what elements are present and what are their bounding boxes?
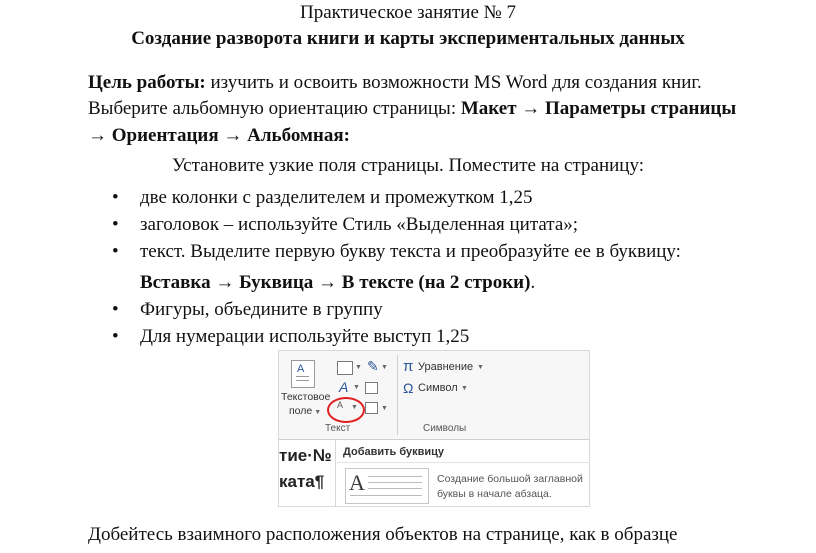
list-item-2: заголовок – используйте Стиль «Выделенная цитата»;: [140, 214, 579, 235]
equation-dropdown-icon[interactable]: ▼: [477, 364, 484, 371]
object-dropdown-icon[interactable]: ▼: [381, 405, 388, 412]
list-item-3-period: .: [530, 272, 536, 293]
equation-icon[interactable]: π: [403, 358, 414, 375]
ribbon-toolbar: [279, 351, 589, 440]
wordart-icon[interactable]: A: [339, 379, 349, 395]
list-item-5: Для нумерации используйте выступ 1,25: [140, 326, 470, 347]
symbol-dropdown-icon[interactable]: ▼: [461, 385, 468, 392]
page-title: Практическое занятие № 7: [299, 2, 517, 23]
text-box-label-1[interactable]: Текстовое: [281, 391, 331, 403]
quick-parts-dropdown-icon[interactable]: ▼: [355, 364, 362, 371]
document-snippet-line-1: тие·№: [279, 446, 332, 465]
bullet-1: •: [112, 187, 119, 208]
orientation-path-2: → Ориентация → Альбомная:: [88, 125, 350, 146]
text-box-icon[interactable]: A: [291, 360, 315, 388]
drop-cap-dropdown-icon[interactable]: ▼: [351, 404, 358, 411]
footer-instruction: Добейтесь взаимного расположения объектов на странице, как в образце: [88, 524, 678, 545]
group-label-symbols: Символы: [423, 423, 467, 434]
group-separator: [397, 355, 398, 435]
goal-label: Цель работы:: [88, 72, 206, 93]
drop-cap-icon[interactable]: A: [337, 400, 344, 410]
list-item-1: две колонки с разделителем и промежутком 1,25: [140, 187, 533, 208]
object-icon[interactable]: [365, 402, 378, 414]
dropcap-preview-icon: A: [345, 468, 429, 504]
orientation-text: Выберите альбомную ориентацию страницы:: [88, 98, 461, 119]
symbol-icon[interactable]: Ω: [403, 380, 414, 396]
ribbon-screenshot: [278, 350, 590, 507]
orientation-path-1: Макет → Параметры страницы: [460, 98, 737, 119]
page-subtitle: Создание разворота книги и карты экспериментальных данных: [131, 28, 685, 49]
list-item-4: Фигуры, объедините в группу: [140, 299, 383, 320]
document-snippet: [279, 440, 336, 506]
text-box-label-2[interactable]: поле ▼: [289, 405, 322, 417]
quick-parts-icon[interactable]: [337, 361, 353, 375]
signature-dropdown-icon[interactable]: ▼: [381, 364, 388, 371]
goal-text: изучить и освоить возможности MS Word для создания книг.: [205, 72, 702, 93]
tooltip-title: Добавить буквицу: [343, 446, 445, 458]
wordart-dropdown-icon[interactable]: ▼: [353, 384, 360, 391]
tooltip-divider: [337, 462, 589, 463]
goal-line: [88, 72, 702, 94]
group-label-text: Текст: [325, 423, 351, 434]
dropcap-tooltip: [337, 440, 589, 506]
signature-line-icon[interactable]: ✎: [367, 358, 379, 374]
list-item-3: текст. Выделите первую букву текста и преобразуйте ее в буквицу:: [140, 241, 681, 262]
list-item-3-continuation: [140, 272, 535, 294]
date-time-icon[interactable]: [365, 382, 378, 394]
drop-cap-highlight: [327, 397, 365, 423]
symbol-button[interactable]: Символ: [418, 382, 458, 394]
orientation-line-1: [88, 98, 736, 120]
insert-dropcap-path: Вставка → Буквица → В тексте (на 2 строки): [140, 272, 531, 293]
tooltip-description: Создание большой заглавной буквы в начале абзаца.: [437, 473, 583, 500]
bullet-5: •: [112, 326, 119, 347]
bullet-3: •: [112, 241, 119, 262]
equation-button[interactable]: Уравнение: [418, 361, 474, 373]
margins-line: Установите узкие поля страницы. Поместите на страницу:: [172, 155, 644, 176]
bullet-2: •: [112, 214, 119, 235]
bullet-4: •: [112, 299, 119, 320]
document-snippet-line-2: ката¶: [279, 472, 325, 491]
